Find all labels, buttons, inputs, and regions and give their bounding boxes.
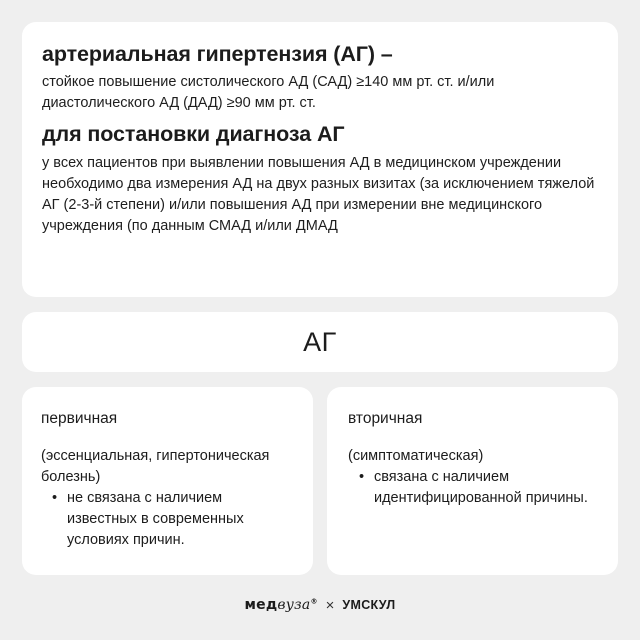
primary-title: первичная — [41, 410, 118, 427]
medvuza-logo — [245, 597, 318, 613]
primary-note: (эссенциальная, гипертоническая болезнь) — [41, 448, 270, 485]
definition-card — [22, 22, 618, 297]
ag-label: АГ — [303, 326, 337, 357]
footer-brands — [0, 591, 640, 619]
ag-header-card — [22, 312, 618, 372]
secondary-bullet-item — [348, 467, 598, 509]
secondary-bullet-text: связана с наличием идентифицированной причины. — [374, 469, 588, 506]
bullet-icon: • — [52, 490, 58, 506]
medvuza-logo-suffix: вуза — [277, 597, 311, 613]
definition-title: артериальная гипертензия (АГ) – — [42, 42, 393, 66]
primary-bullet-text: не связана с наличием известных в современных условиях причин. — [67, 490, 244, 548]
registered-mark: ® — [310, 597, 318, 606]
primary-bullet-item — [41, 488, 293, 551]
primary-type-card — [22, 387, 313, 575]
definition-text: стойкое повышение систолического АД (САД) ≥140 мм рт. ст. и/или диастолического АД (ДАД) ≥90 мм рт. ст. — [42, 74, 495, 111]
secondary-type-card — [327, 387, 618, 575]
secondary-note: (симптоматическая) — [348, 448, 484, 464]
brand-separator: × — [325, 596, 335, 614]
umskul-logo: УМСКУЛ — [342, 598, 396, 612]
diagnosis-text: у всех пациентов при выявлении повышения АД в медицинском учреждении необходимо два измерения АД на двух разных визитах (за исключением тяжелой АГ (2-3-й степени) и/или повышения АД при измерении вне медицинского учреждения (по данным СМАД и/или ДМАД — [42, 155, 595, 234]
medvuza-logo-prefix: мед — [244, 597, 278, 613]
diagnosis-title: для постановки диагноза АГ — [42, 122, 345, 146]
secondary-title: вторичная — [348, 410, 423, 427]
bullet-icon: • — [359, 469, 365, 485]
